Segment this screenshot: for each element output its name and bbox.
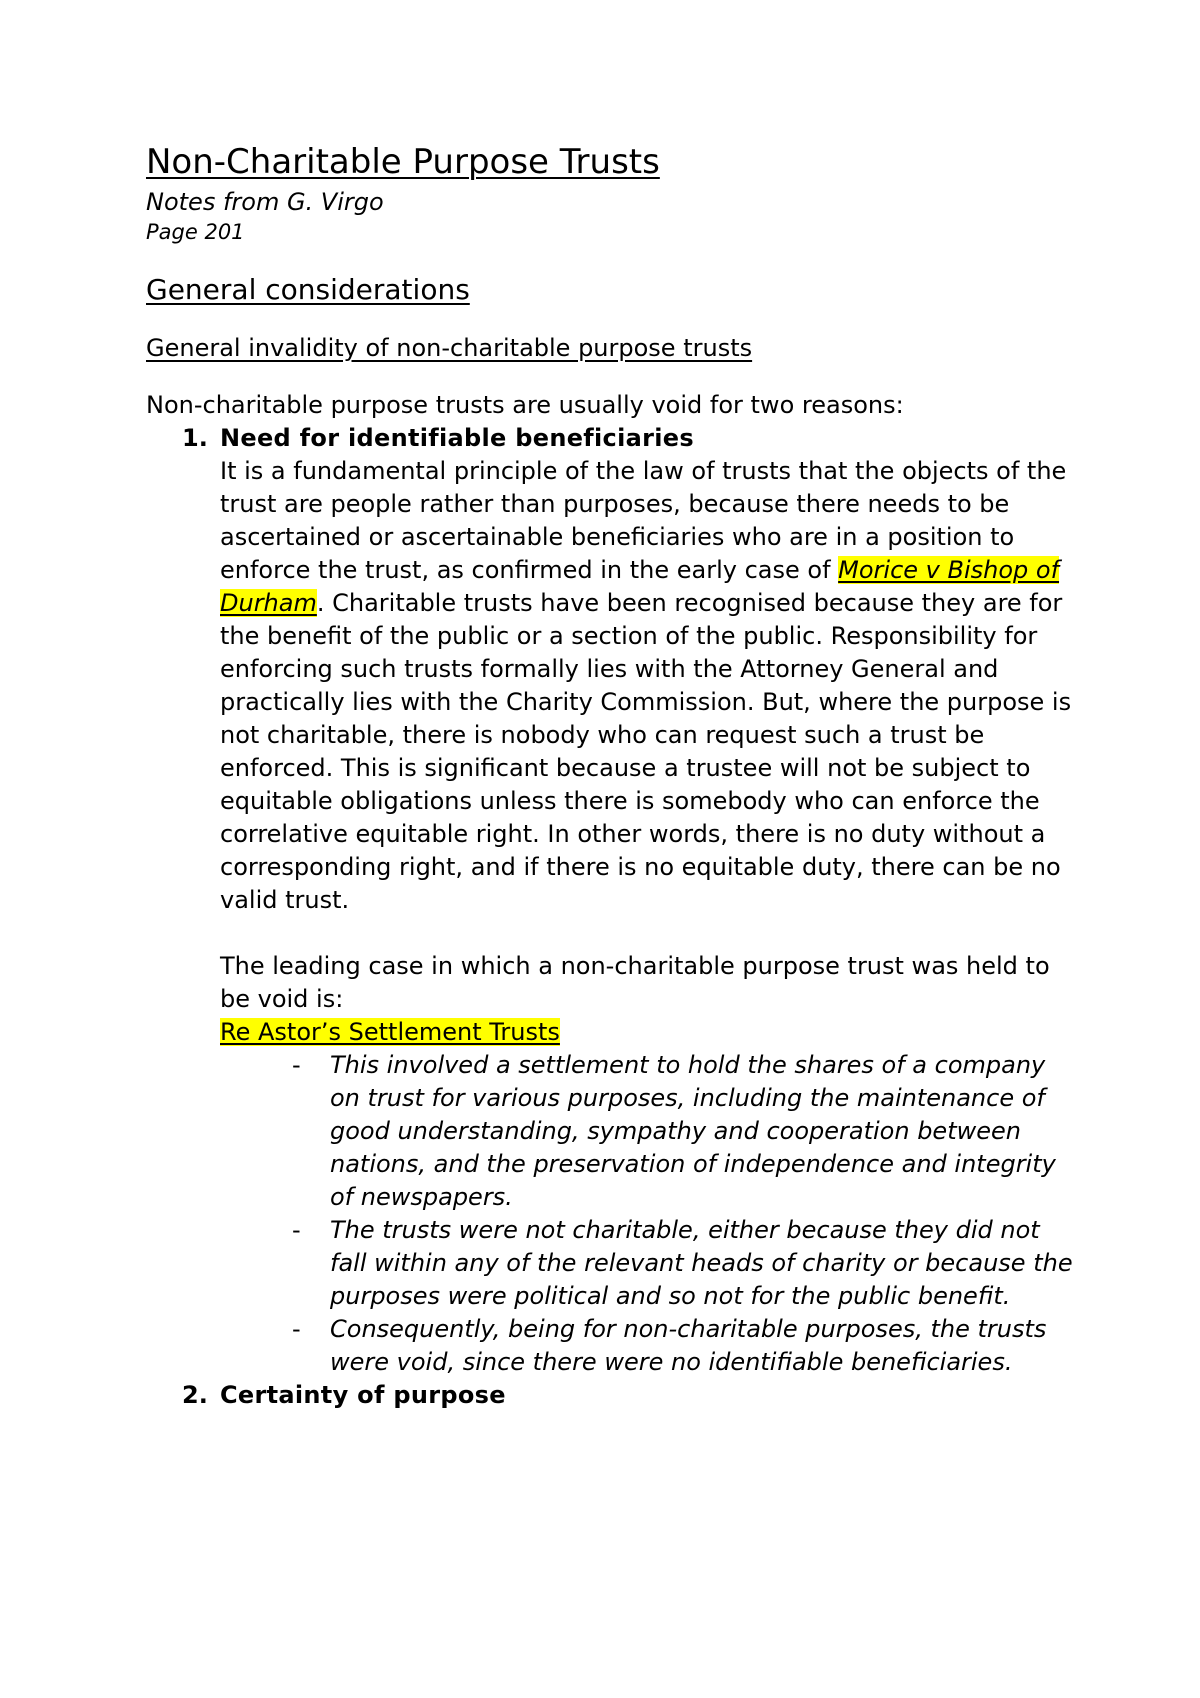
reason-2-number: 2. bbox=[182, 1381, 208, 1409]
bullet-dash: - bbox=[292, 1051, 301, 1079]
reason-1-heading: Need for identifiable beneficiaries bbox=[220, 424, 694, 452]
section-heading: General considerations bbox=[146, 273, 470, 306]
list-item bbox=[220, 1313, 1076, 1379]
paragraph-text-before-case: It is a fundamental principle of the law of trusts that the objects of the trust are people rather than purposes, because there needs to be ascertained or ascertainable beneficiaries who are in a position to enforce the trust, as confirmed in the early case of bbox=[220, 457, 1067, 584]
leading-case-intro: The leading case in which a non-charitable purpose trust was held to be void is: bbox=[220, 952, 1050, 1013]
case-citation-astor: Re Astor’s Settlement Trusts bbox=[220, 1018, 560, 1046]
list-item bbox=[220, 1214, 1076, 1313]
bullet-text: This involved a settlement to hold the shares of a company on trust for various purposes, including the maintenance of good understanding, sympathy and cooperation between nations, and the preservation of independence and integrity of newspapers. bbox=[330, 1051, 1056, 1211]
page-reference: Page 201 bbox=[146, 220, 245, 244]
case-bullet-list bbox=[220, 1049, 1076, 1379]
reason-2-heading: Certainty of purpose bbox=[220, 1381, 506, 1409]
list-item bbox=[220, 1049, 1076, 1214]
paragraph-text-after-case: . Charitable trusts have been recognised because they are for the benefit of the public or a section of the public. Responsibility for enforcing such trusts formally lies with the Attorney General and practically lies with the Charity Commission. But, where the purpose is not charitable, there is nobody who can request such a trust be enforced. This is significant because a trustee will not be subject to equitable obligations unless there is somebody who can enforce the correlative equitable right. In other words, there is no duty without a corresponding right, and if there is no equitable duty, there can be no valid trust. bbox=[220, 589, 1072, 914]
bullet-text: Consequently, being for non-charitable purposes, the trusts were void, since there were no identifiable beneficiaries. bbox=[330, 1315, 1047, 1376]
source-note: Notes from G. Virgo bbox=[146, 188, 384, 216]
leading-case-line bbox=[220, 1016, 1076, 1049]
reason-2 bbox=[146, 1379, 1076, 1412]
bullet-dash: - bbox=[292, 1315, 301, 1343]
intro-text: Non-charitable purpose trusts are usually void for two reasons: bbox=[146, 391, 904, 419]
paragraph-spacer bbox=[220, 917, 1076, 950]
reason-1 bbox=[146, 422, 1076, 1379]
document-title: Non-Charitable Purpose Trusts bbox=[146, 142, 660, 182]
case-citation-morice: Morice v Bishop of Durham bbox=[220, 556, 1060, 617]
bullet-text: The trusts were not charitable, either because they did not fall within any of the relevant heads of charity or because the purposes were political and so not for the public benefit. bbox=[330, 1216, 1073, 1310]
reason-1-number: 1. bbox=[182, 424, 208, 452]
reason-1-paragraph bbox=[220, 455, 1076, 917]
subsection-heading: General invalidity of non-charitable purpose trusts bbox=[146, 334, 753, 362]
document-page bbox=[146, 140, 1076, 1412]
bullet-dash: - bbox=[292, 1216, 301, 1244]
